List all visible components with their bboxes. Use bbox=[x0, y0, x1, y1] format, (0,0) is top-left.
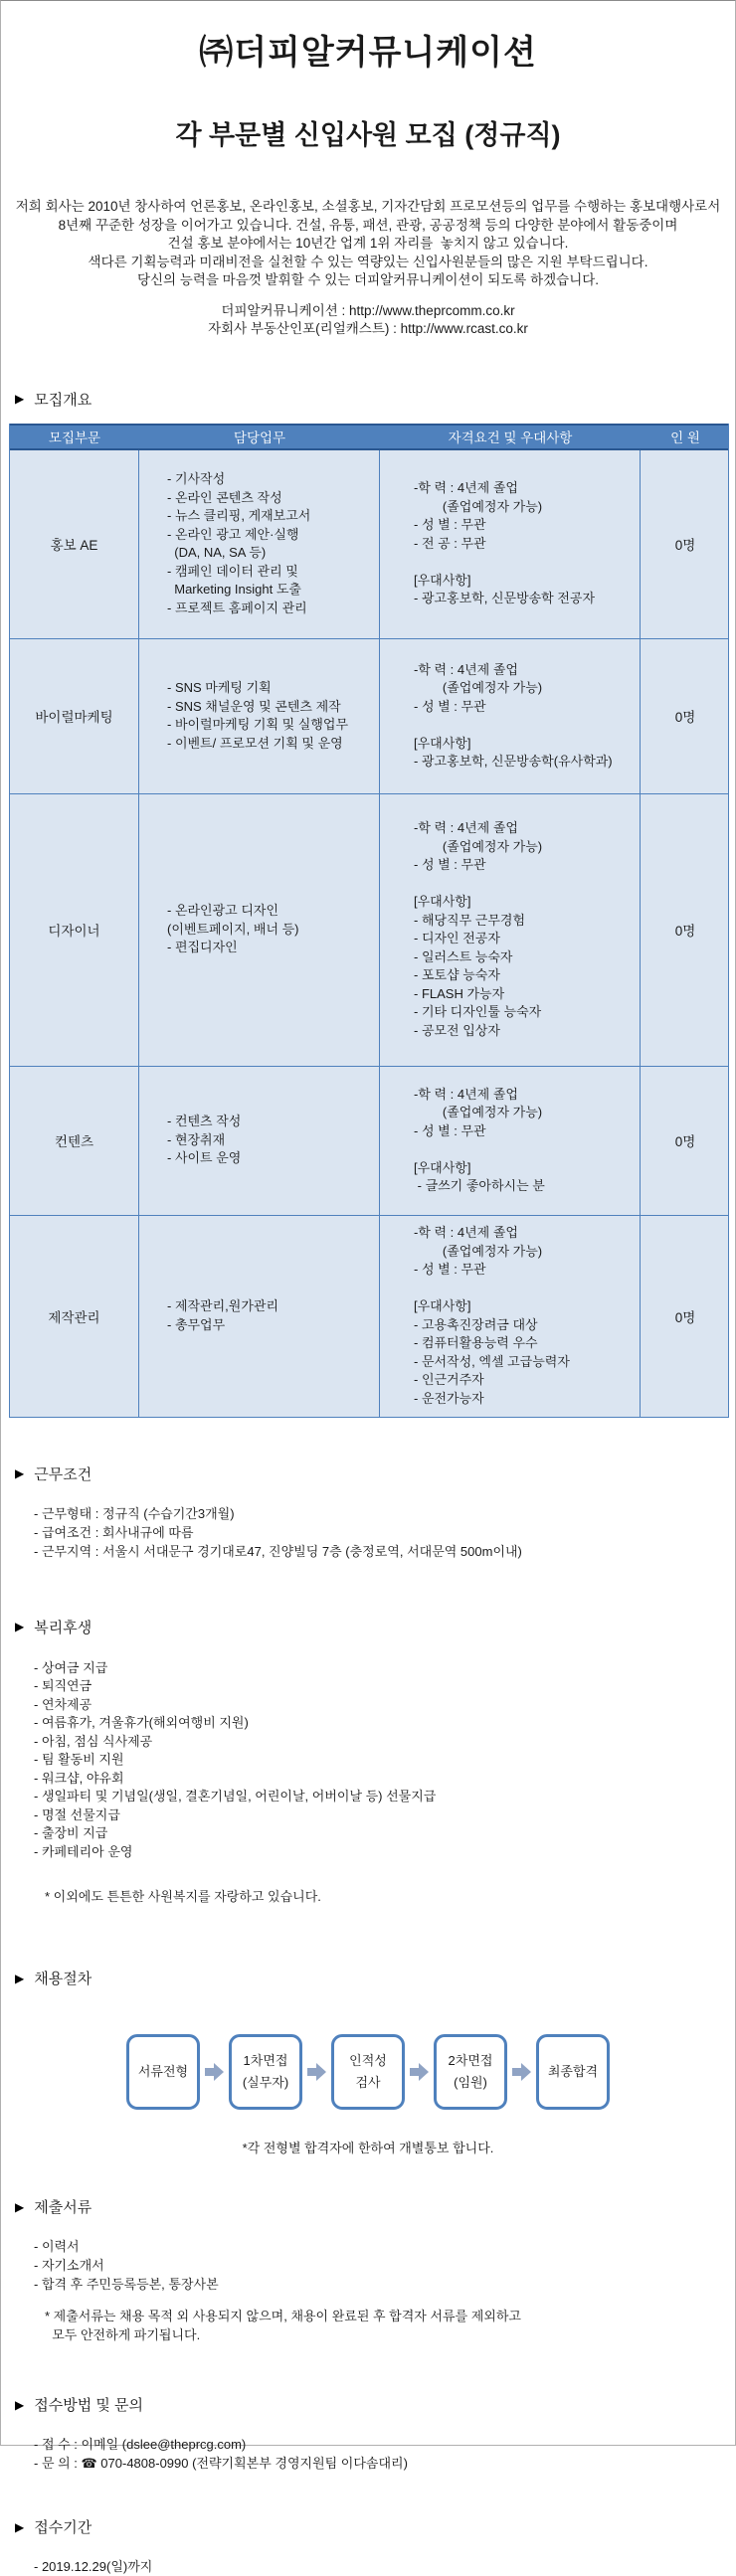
text-line: - 자기소개서 bbox=[34, 2258, 104, 2273]
apply-list bbox=[1, 2435, 735, 2473]
text-line: - 기타 디자인툴 능숙자 bbox=[414, 1004, 542, 1019]
text-line: - 인근거주자 bbox=[414, 1372, 484, 1387]
text-line: - 온라인 광고 제안·실행 bbox=[167, 526, 299, 542]
text-line: 건설 홍보 분야에서는 10년간 업계 1위 자리를 놓치지 않고 있습니다. bbox=[167, 236, 569, 251]
text-line: - 퇴직연금 bbox=[34, 1678, 92, 1693]
text-line: - 성 별 : 무관 bbox=[414, 1262, 486, 1277]
text-line: 검사 bbox=[355, 2075, 381, 2090]
text-line: 모두 안전하게 파기됩니다. bbox=[45, 2326, 201, 2342]
text-line: - 운전가능자 bbox=[414, 1390, 484, 1406]
text-line: -학 력 : 4년제 졸업 bbox=[414, 1225, 518, 1240]
text-line: - 이력서 bbox=[34, 2239, 80, 2254]
text-line bbox=[414, 716, 634, 735]
text-line: - 워크샵, 야유회 bbox=[34, 1770, 124, 1786]
text-line: - 포토샵 능숙자 bbox=[414, 967, 500, 982]
text-line: -학 력 : 4년제 졸업 bbox=[414, 661, 518, 677]
text-line: 1차면접 bbox=[243, 2053, 288, 2068]
text-line: - 광고홍보학, 신문방송학(유사학과) bbox=[414, 754, 613, 769]
text-line: - 문 의 : ☎ 070-4808-0990 (전략기획본부 경영지원팀 이다솜대리) bbox=[34, 2456, 408, 2471]
text-line: * 제출서류는 채용 목적 외 사용되지 않으며, 채용이 완료된 후 합격자 서류를 제외하고 bbox=[45, 2309, 521, 2323]
text-line: (졸업예정자 가능) bbox=[414, 498, 543, 514]
text-line: - 여름휴가, 겨울휴가(해외여행비 지원) bbox=[34, 1715, 249, 1730]
text-line: - 근무지역 : 서울시 서대문구 경기대로47, 진양빌딩 7층 (충정로역, 서대문역 500m이내) bbox=[34, 1543, 522, 1559]
text-line: 자회사 부동산인포(리얼캐스트) : http://www.rcast.co.kr bbox=[208, 321, 528, 336]
triangle-bullet-icon: ▶ bbox=[15, 1971, 25, 1985]
text-line: - 사이트 운영 bbox=[167, 1150, 242, 1166]
process-step-aptitude-test bbox=[331, 2034, 405, 2110]
text-line: - 뉴스 클리핑, 게재보고서 bbox=[167, 508, 311, 523]
work-conditions-list bbox=[1, 1504, 735, 1561]
text-line: 인적성 bbox=[349, 2053, 387, 2068]
benefits-note: * 이외에도 튼튼한 사원복지를 자랑하고 있습니다. bbox=[45, 1889, 321, 1904]
col-header-count: 인 원 bbox=[670, 430, 700, 445]
job-requirements bbox=[380, 1067, 641, 1215]
job-count: 0명 bbox=[674, 710, 696, 725]
text-line: - 현장취재 bbox=[167, 1131, 226, 1147]
section-process bbox=[1, 1968, 735, 1988]
job-part: 제작관리 bbox=[10, 1216, 139, 1417]
job-duties bbox=[139, 639, 380, 793]
text-line bbox=[414, 1140, 634, 1159]
text-line: - 명절 선물지급 bbox=[34, 1806, 120, 1822]
job-part: 컨텐츠 bbox=[10, 1067, 139, 1215]
text-line: [우대사항] bbox=[414, 572, 471, 588]
text-line: 8년째 꾸준한 성장을 이어가고 있습니다. 건설, 유통, 패션, 관광, 공공정책 등의 다양한 분야에서 활동중이며 bbox=[58, 217, 678, 233]
text-line: (졸업예정자 가능) bbox=[414, 680, 543, 695]
text-line: - 연차제공 bbox=[34, 1696, 92, 1712]
text-line: - 성 별 : 무관 bbox=[414, 517, 486, 533]
section-overview bbox=[1, 389, 735, 410]
text-line: (졸업예정자 가능) bbox=[414, 838, 543, 854]
text-line: - 편집디자인 bbox=[167, 940, 238, 955]
job-part: 디자이너 bbox=[10, 794, 139, 1066]
text-line: 더피알커뮤니케이션 : http://www.theprcomm.co.kr bbox=[221, 302, 515, 318]
company-links bbox=[1, 302, 735, 339]
text-line: (졸업예정자 가능) bbox=[414, 1105, 543, 1119]
right-arrow-icon bbox=[409, 2063, 430, 2081]
table-header-row bbox=[10, 424, 728, 450]
text-line: - 문서작성, 엑셀 고급능력자 bbox=[414, 1353, 570, 1369]
documents-note bbox=[1, 2308, 735, 2344]
process-step-first-interview bbox=[229, 2034, 302, 2110]
job-count: 0명 bbox=[674, 1309, 696, 1325]
text-line: [우대사항] bbox=[414, 1159, 471, 1175]
text-line: - 컨텐츠 작성 bbox=[167, 1114, 242, 1129]
text-line: - 아침, 점심 식사제공 bbox=[34, 1733, 153, 1749]
job-requirements bbox=[380, 450, 641, 638]
col-header-requirements: 자격요건 및 우대사항 bbox=[448, 430, 573, 445]
text-line: -학 력 : 4년제 졸업 bbox=[414, 1086, 518, 1102]
triangle-bullet-icon: ▶ bbox=[15, 1620, 25, 1633]
section-benefits-title: 복리후생 bbox=[34, 1619, 92, 1636]
triangle-bullet-icon: ▶ bbox=[15, 392, 25, 406]
text-line: - 이벤트/ 프로모션 기획 및 운영 bbox=[167, 735, 343, 751]
text-line: - 기사작성 bbox=[167, 471, 226, 486]
right-arrow-icon bbox=[204, 2063, 225, 2081]
text-line: -학 력 : 4년제 졸업 bbox=[414, 820, 518, 835]
text-line: - 합격 후 주민등록등본, 통장사본 bbox=[34, 2277, 219, 2292]
period-list bbox=[1, 2557, 735, 2576]
job-requirements bbox=[380, 1216, 641, 1417]
text-line: - 글쓰기 좋아하시는 분 bbox=[414, 1178, 545, 1193]
job-duties bbox=[139, 1067, 380, 1215]
text-line: - 성 별 : 무관 bbox=[414, 857, 486, 872]
text-line: - 해당직무 근무경험 bbox=[414, 912, 526, 928]
section-apply-title: 접수방법 및 문의 bbox=[34, 2397, 144, 2414]
text-line: - SNS 채널운영 및 콘텐츠 제작 bbox=[167, 698, 341, 714]
text-line: - 2019.12.29(일)까지 bbox=[34, 2559, 153, 2574]
company-title: ㈜더피알커뮤니케이션 bbox=[199, 34, 537, 72]
col-header-part: 모집부문 bbox=[48, 430, 101, 445]
text-line: - 컴퓨터활용능력 우수 bbox=[414, 1335, 538, 1350]
text-line bbox=[414, 875, 634, 894]
text-line: - 성 별 : 무관 bbox=[414, 1122, 486, 1138]
table-row bbox=[10, 450, 728, 639]
text-line: - 접 수 : 이메일 (dslee@theprcg.com) bbox=[34, 2437, 247, 2452]
text-line: 당신의 능력을 마음껏 발휘할 수 있는 더피알커뮤니케이션이 되도록 하겠습니다. bbox=[136, 272, 600, 287]
job-count: 0명 bbox=[674, 538, 696, 553]
section-process-title: 채용절차 bbox=[34, 1971, 92, 1987]
job-requirements bbox=[380, 794, 641, 1066]
text-line: -학 력 : 4년제 졸업 bbox=[414, 480, 518, 496]
text-line: - 성 별 : 무관 bbox=[414, 698, 486, 714]
text-line: - 제작관리,원가관리 bbox=[167, 1298, 279, 1313]
text-line: 색다른 기획능력과 미래비전을 실천할 수 있는 역량있는 신입사원분들의 많은 지원 부탁드립니다. bbox=[88, 254, 648, 269]
text-line: - 생일파티 및 기념일(생일, 결혼기념일, 어린이날, 어버이날 등) 선물지급 bbox=[34, 1789, 437, 1803]
text-line: Marketing Insight 도출 bbox=[167, 582, 301, 597]
text-line: - 고용촉진장려금 대상 bbox=[414, 1316, 538, 1332]
section-apply bbox=[1, 2394, 735, 2415]
table-row bbox=[10, 639, 728, 794]
job-part: 바이럴마케팅 bbox=[10, 639, 139, 793]
posting-title: 각 부문별 신입사원 모집 (정규직) bbox=[175, 120, 561, 150]
benefits-list bbox=[1, 1659, 735, 1862]
text-line: 저희 회사는 2010년 창사하여 언론홍보, 온라인홍보, 소셜홍보, 기자간담회 프로모션등의 업무를 수행하는 홍보대행사로서 bbox=[15, 199, 721, 214]
text-line: - 온라인 콘텐츠 작성 bbox=[167, 489, 282, 505]
job-requirements bbox=[380, 639, 641, 793]
intro-paragraph bbox=[1, 198, 735, 290]
text-line: - 디자인 전공자 bbox=[414, 931, 500, 945]
right-arrow-icon bbox=[511, 2063, 532, 2081]
text-line: - 바이럴마케팅 기획 및 실행업무 bbox=[167, 717, 349, 732]
text-line: - 캠페인 데이터 관리 및 bbox=[167, 563, 298, 579]
text-line: - 공모전 입상자 bbox=[414, 1022, 500, 1038]
text-line bbox=[414, 1280, 634, 1298]
table-row bbox=[10, 794, 728, 1067]
triangle-bullet-icon: ▶ bbox=[15, 2199, 25, 2214]
col-header-duties: 담당업무 bbox=[233, 430, 286, 445]
job-count: 0명 bbox=[674, 924, 696, 939]
triangle-bullet-icon: ▶ bbox=[15, 1466, 25, 1480]
text-line: - 전 공 : 무관 bbox=[414, 535, 486, 551]
text-line: 최종합격 bbox=[547, 2064, 599, 2079]
job-count: 0명 bbox=[674, 1134, 696, 1149]
process-step-second-interview bbox=[434, 2034, 507, 2110]
text-line: - 광고홍보학, 신문방송학 전공자 bbox=[414, 591, 596, 606]
text-line: (실무자) bbox=[242, 2075, 289, 2090]
text-line: - 일러스트 능숙자 bbox=[414, 948, 513, 964]
table-row bbox=[10, 1216, 728, 1417]
text-line bbox=[414, 553, 634, 572]
text-line: [우대사항] bbox=[414, 1298, 471, 1313]
documents-list bbox=[1, 2237, 735, 2294]
job-duties bbox=[139, 794, 380, 1066]
section-overview-title: 모집개요 bbox=[34, 391, 92, 409]
text-line: - 출장비 지급 bbox=[34, 1825, 108, 1840]
process-note: *각 전형별 합격자에 한하여 개별통보 합니다. bbox=[242, 2141, 494, 2155]
text-line: 2차면접 bbox=[448, 2053, 493, 2068]
recruitment-table bbox=[9, 424, 729, 1418]
table-row bbox=[10, 1067, 728, 1216]
text-line: - 상여금 지급 bbox=[34, 1659, 108, 1675]
text-line: (DA, NA, SA 등) bbox=[167, 545, 267, 560]
section-benefits bbox=[1, 1617, 735, 1637]
section-work-conditions-title: 근무조건 bbox=[34, 1465, 92, 1483]
process-step-final-pass bbox=[536, 2034, 610, 2110]
triangle-bullet-icon: ▶ bbox=[15, 2519, 25, 2534]
section-work-conditions bbox=[1, 1463, 735, 1484]
text-line: [우대사항] bbox=[414, 735, 471, 751]
text-line: (이벤트페이지, 배너 등) bbox=[167, 921, 299, 937]
text-line: (졸업예정자 가능) bbox=[414, 1243, 543, 1259]
process-step-documents bbox=[126, 2034, 200, 2110]
hiring-process-flow bbox=[1, 2034, 735, 2110]
job-duties bbox=[139, 450, 380, 638]
text-line: - 급여조건 : 회사내규에 따름 bbox=[34, 1524, 194, 1540]
text-line: (임원) bbox=[454, 2075, 487, 2090]
text-line: - 근무형태 : 정규직 (수습기간3개월) bbox=[34, 1505, 235, 1521]
text-line: - 카페테리아 운영 bbox=[34, 1843, 133, 1859]
section-period-title: 접수기간 bbox=[34, 2519, 92, 2536]
text-line: [우대사항] bbox=[414, 894, 471, 909]
text-line: - 온라인광고 디자인 bbox=[167, 903, 279, 919]
section-period bbox=[1, 2516, 735, 2537]
text-line: - 팀 활동비 지원 bbox=[34, 1752, 124, 1767]
section-documents bbox=[1, 2196, 735, 2217]
text-line: - 프로젝트 홈페이지 관리 bbox=[167, 600, 307, 615]
section-documents-title: 제출서류 bbox=[34, 2199, 92, 2216]
triangle-bullet-icon: ▶ bbox=[15, 2397, 25, 2412]
text-line: 서류전형 bbox=[137, 2064, 189, 2079]
right-arrow-icon bbox=[306, 2063, 327, 2081]
job-duties bbox=[139, 1216, 380, 1417]
text-line: - SNS 마케팅 기획 bbox=[167, 680, 272, 695]
text-line: - 총무업무 bbox=[167, 1316, 226, 1332]
text-line: - FLASH 가능자 bbox=[414, 985, 505, 1001]
job-part: 홍보 AE bbox=[10, 450, 139, 638]
